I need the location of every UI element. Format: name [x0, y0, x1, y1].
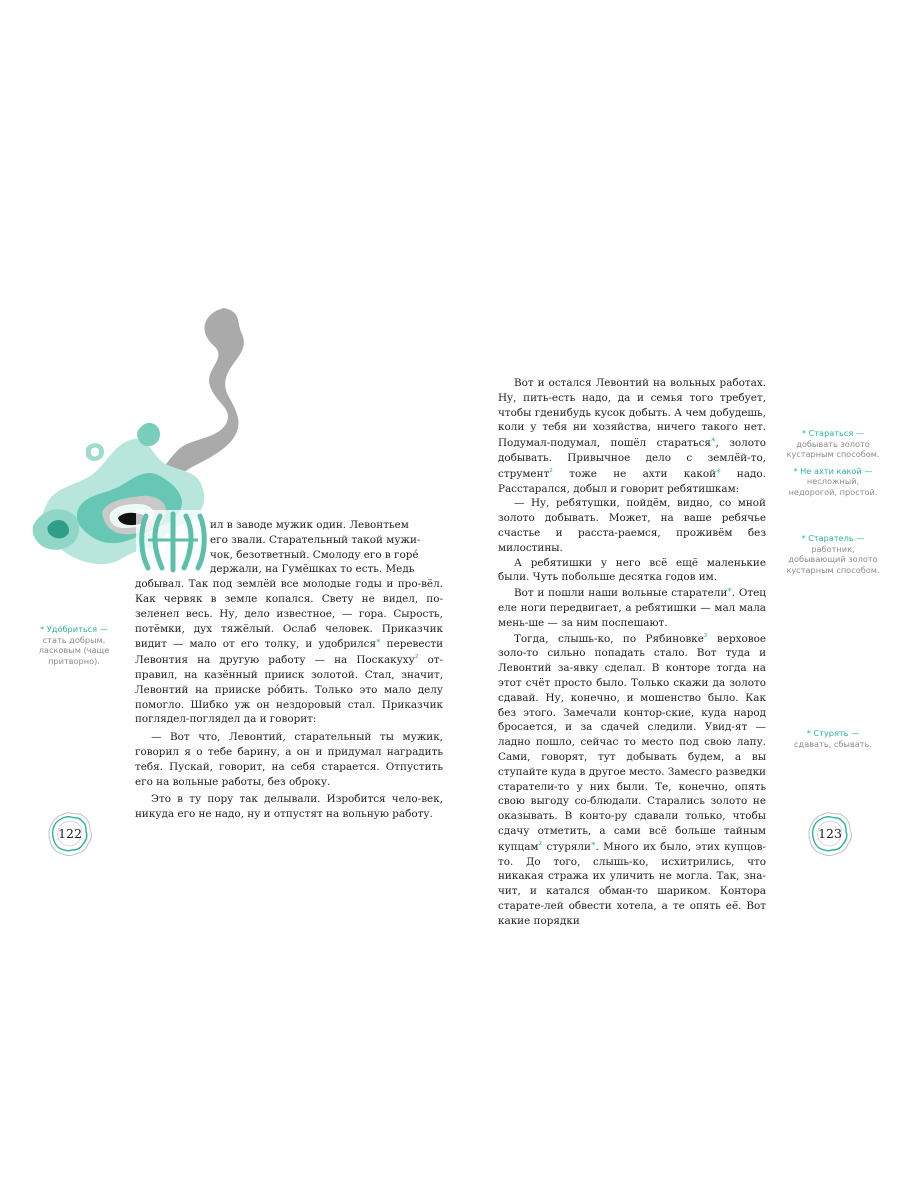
- right-paragraph-5-c: стуряли: [542, 840, 591, 853]
- right-paragraph-5-b: верховое золо-то сильно попадать стало. Вот туда и Левонтий за-явку сделал. В конторе тогда на этот счёт просто было. Только скажи да золото сдавай. Ну, конечно, и мошенство было. Как без этого. Замечали контор-ские, куда народ бросается, и за сдачей следили. Увид-ят — ладно пошло, сейчас то место под свою лапу. Сами, говорят, тут добывать будем, а вы ступайте куда в другое место. Замесго разведки старатели-то у них были. Те, конечно, опять свою выгоду со-блюдали. Старались золото не оказывать. В конто-ру сдавали только, чтобы сдачу отметить, а сами всё больше тайным купцам: [498, 632, 767, 853]
- note-definition: стать добрым, ласковым (чаще притворно).: [38, 634, 110, 666]
- right-paragraph-5-d: . Много их было, этих купцов-то. До того, слышь-ко, исхитрились, что никакая стража их уличить не могла. Так, зна-чит, и катался обман-то шариком. Контора старате-лей обвести хотела, а те опять её. Вот какие порядки: [498, 840, 767, 927]
- right-paragraph-4: [498, 585, 766, 630]
- margin-note-udobritsya: [28, 624, 120, 666]
- right-page-body: [498, 376, 766, 928]
- note-term: * Стурять —: [806, 728, 860, 738]
- left-paragraph-3: Это в ту пору так делывали. Изробится чело-век, никуда его не надо, ну и отпустят на вольную работу.: [135, 793, 443, 821]
- right-paragraph-5-a: Тогда, слышь-ко, по Рябиновке: [514, 632, 704, 645]
- ore-small-top-inner: [91, 448, 99, 457]
- left-page-body: [135, 518, 443, 822]
- note-definition: несложный, недорогой, простой.: [788, 476, 878, 497]
- note-term: * Не ахти какой —: [793, 465, 873, 476]
- beside-cap-line-1: его звали. Старательный такой мужи-: [210, 533, 421, 546]
- note-definition: работник, добывающий золото кустарным способом.: [786, 543, 880, 575]
- note-definition: сдавать, сбывать.: [794, 738, 872, 749]
- footnote-star: ²: [538, 840, 543, 851]
- footnote-star: *: [727, 587, 732, 598]
- right-paragraph-5: [498, 631, 766, 929]
- footnote-star: *: [710, 437, 716, 448]
- beside-cap-line-2: чок, безответный. Смолоду его в горé: [210, 548, 419, 561]
- footnote-star: ²: [414, 654, 419, 665]
- right-paragraph-1-d: надо. Расстарался, добыл и говорит ребятишкам:: [498, 467, 766, 495]
- left-paragraph-1: [135, 577, 443, 727]
- right-paragraph-1-c: тоже не ахти какой: [552, 467, 717, 480]
- right-paragraph-1-a: Вот и остался Левонтий на вольных работах. Ну, пить-есть надо, да и семья того требует, чтобы гденибудь кусок добыть. А чем добудешь, коли у тебя ни хозяйства, ничего такого нет. Подумал-подумал, пошёл стараться: [498, 377, 766, 450]
- right-paragraph-1-b: , золото добывать. Привычное дело с землёй-то, струмент: [498, 437, 766, 480]
- right-paragraph-2: — Ну, ребятушки, пойдём, видно, со мной золото добывать. Может, на ваше ребячье счастье и расста-раемся, проживём без милостины.: [498, 497, 766, 554]
- note-definition: добывать золото кустарным способом.: [786, 438, 880, 460]
- footnote-star: ²: [703, 632, 708, 643]
- footnote-star: *: [376, 638, 381, 649]
- margin-note-staratsya: [783, 428, 883, 460]
- note-term: * Стараться —: [801, 428, 865, 438]
- note-term: * Старатель —: [801, 533, 865, 543]
- note-term: * Удóбриться —: [40, 624, 108, 634]
- right-paragraph-4-b: . Отец еле ноги передвигает, а ребятишки — мал мала мень-ше — за ним поспешают.: [498, 587, 766, 629]
- dropcap-line: ил в заводе мужик один. Левонтьем: [210, 519, 409, 531]
- right-paragraph-1: [498, 376, 766, 496]
- margin-note-staratel: [783, 533, 883, 575]
- footnote-star: *: [716, 467, 721, 478]
- left-paragraph-1-end: от-правил, на казённый прииск золотой. Стал, значит, Левонтий на прииске рóбить. Только это мало делу помогло. Шибко уж он нездоровый стал. Приказчик поглядел-поглядел да и говорит:: [135, 654, 443, 726]
- left-paragraph-1-cont: перевести Левонтия на другую работу — на Поскакуху: [135, 638, 444, 667]
- page-number-text: 122: [58, 826, 82, 841]
- footnote-star: *: [590, 840, 596, 851]
- left-paragraph-1-main: добывал. Так под землёй все молодые годы и про-вёл. Как червяк в земле копался. Свету не видел, по-зеленел весь. Ну, дело известное, — гора. Сырость, потёмки, дух тяжёлый. Ослаб человек. Приказчик видит — мало от его толку, и удобрился: [135, 578, 443, 651]
- beside-cap-line-3: держали, на Гумёшках то есть. Медь: [210, 563, 415, 576]
- right-paragraph-4-a: Вот и пошли наши вольные старатели: [514, 587, 728, 600]
- page-number-left: [46, 810, 94, 858]
- margin-note-ne-akhti: [783, 466, 883, 498]
- page-number-right: [806, 810, 854, 858]
- margin-note-sturyat: [783, 728, 883, 749]
- margin-notes-group-1: [783, 428, 883, 504]
- page-number-text: 123: [818, 826, 842, 841]
- right-paragraph-3: А ребятишки у него всё ещё маленькие были. Чуть побольше десятка годов им.: [498, 556, 766, 584]
- left-paragraph-2: — Вот что, Левонтий, старательный ты мужик, говорил я о тебе барину, а он и придумал наградить тебя. Пускай, говорит, на себя старается. Отпустить его на вольные работы, без оброку.: [135, 731, 443, 788]
- footnote-star: ²: [549, 467, 553, 478]
